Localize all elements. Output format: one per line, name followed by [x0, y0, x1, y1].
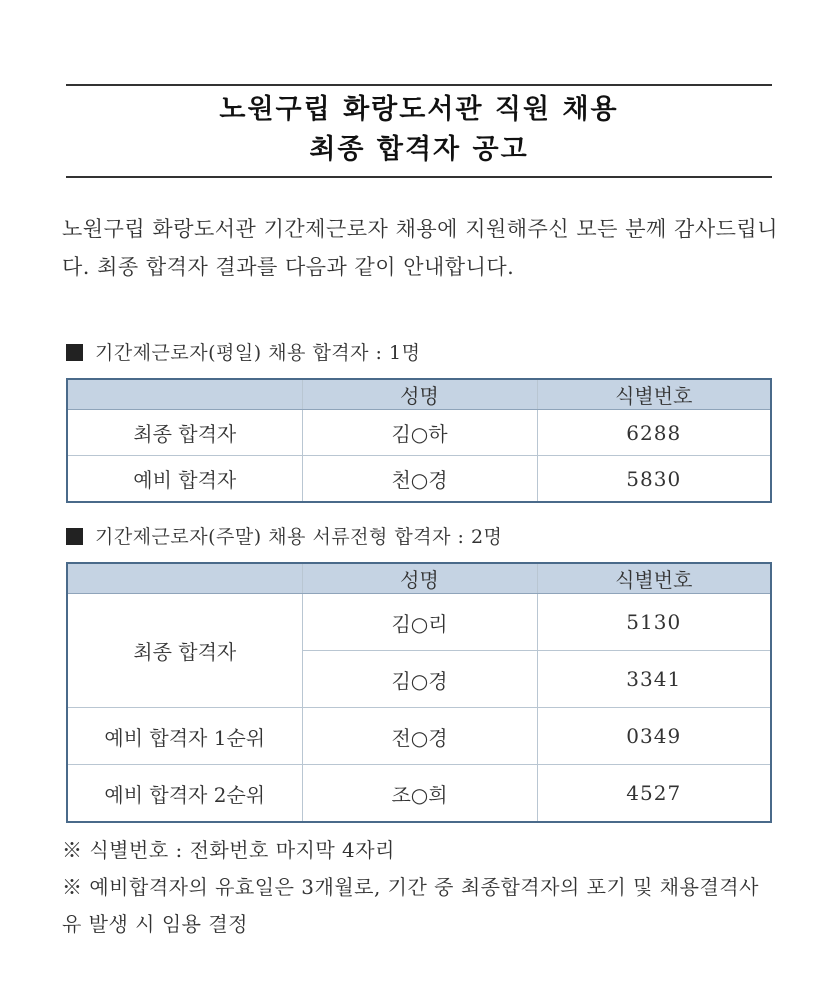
name-cell: 조○희: [302, 765, 537, 823]
square-bullet-icon: [66, 528, 83, 545]
table-header-row: [67, 379, 771, 410]
name-cell: 김○리: [302, 594, 537, 651]
id-cell: 0349: [537, 708, 771, 765]
header-name: 성명: [302, 379, 537, 410]
section1-heading: [66, 338, 420, 365]
square-bullet-icon: [66, 344, 83, 361]
section1-heading-text: 기간제근로자(평일) 채용 합격자 : 1명: [95, 342, 421, 364]
note-reserve-validity: ※ 예비합격자의 유효일은 3개월로, 기간 중 최종합격자의 포기 및 채용결격사유 발생 시 임용 결정: [62, 875, 759, 936]
name-cell: 전○경: [302, 708, 537, 765]
note-id-definition: ※ 식별번호 : 전화번호 마지막 4자리: [62, 838, 395, 862]
section2-heading: [66, 522, 502, 549]
table-row: [67, 410, 771, 456]
header-id: 식별번호: [537, 379, 771, 410]
intro-paragraph: 노원구립 화랑도서관 기간제근로자 채용에 지원해주신 모든 분께 감사드립니다. 최종 합격자 결과를 다음과 같이 안내합니다.: [62, 217, 778, 279]
header-name: 성명: [302, 563, 537, 594]
id-cell: 5830: [537, 456, 771, 503]
header-id: 식별번호: [537, 563, 771, 594]
weekend-result-table: [66, 562, 772, 823]
category-cell: 예비 합격자: [67, 456, 302, 503]
header-category: [67, 379, 302, 410]
name-cell: 천○경: [302, 456, 537, 503]
notice-title-box: [66, 84, 772, 178]
table-row: [67, 708, 771, 765]
name-cell: 김○경: [302, 651, 537, 708]
id-cell: 5130: [537, 594, 771, 651]
header-category: [67, 563, 302, 594]
weekday-result-table: [66, 378, 772, 503]
id-cell: 6288: [537, 410, 771, 456]
notice-title-line2: 최종 합격자 공고: [309, 134, 529, 165]
section2-heading-text: 기간제근로자(주말) 채용 서류전형 합격자 : 2명: [95, 526, 503, 548]
category-cell: 최종 합격자: [67, 410, 302, 456]
id-cell: 4527: [537, 765, 771, 823]
table-header-row: [67, 563, 771, 594]
name-cell: 김○하: [302, 410, 537, 456]
category-cell: 예비 합격자 1순위: [67, 708, 302, 765]
id-cell: 3341: [537, 651, 771, 708]
table-row: [67, 594, 771, 651]
category-cell: 예비 합격자 2순위: [67, 765, 302, 823]
notice-title-line1: 노원구립 화랑도서관 직원 채용: [219, 94, 619, 125]
table-row: [67, 456, 771, 503]
table-row: [67, 765, 771, 823]
category-cell: 최종 합격자: [67, 594, 302, 708]
